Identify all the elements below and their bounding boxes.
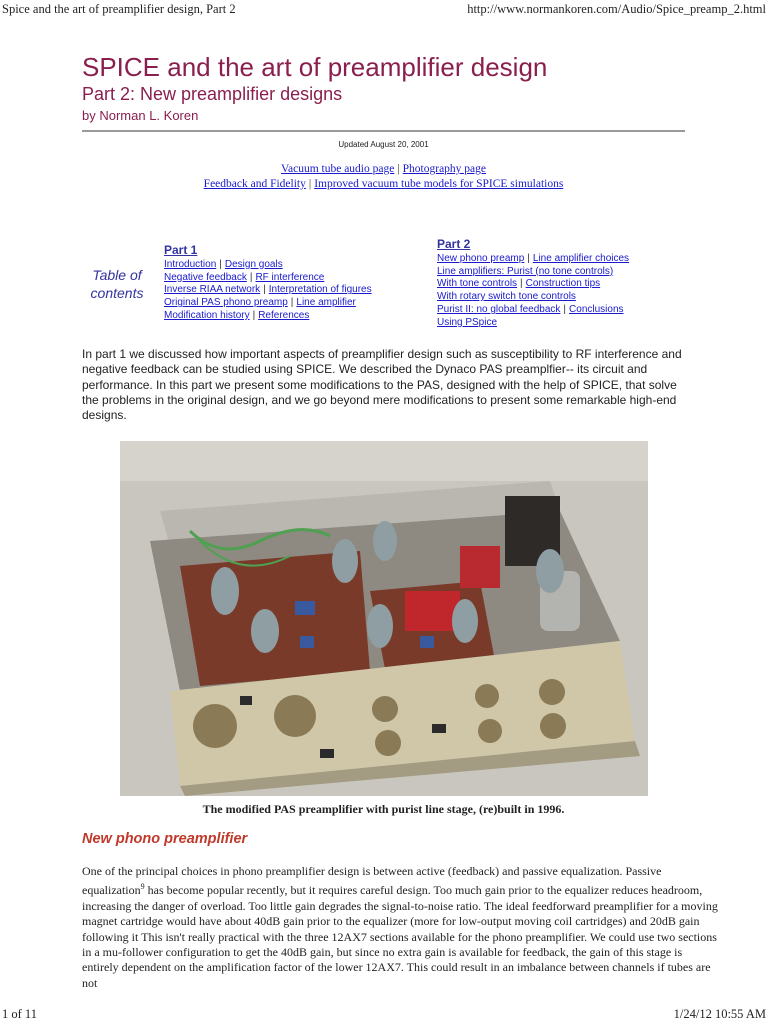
toc-row — [437, 317, 629, 330]
toc-row — [437, 253, 629, 266]
intro-paragraph — [82, 347, 692, 423]
toc-link-construction-tips[interactable]: Construction tips — [525, 278, 601, 290]
toc-separator: | — [252, 309, 256, 321]
updated-date: Updated August 20, 2001 — [338, 140, 429, 149]
toc-row — [437, 266, 629, 279]
section-text-part2: has become popular recently, but it requires careful design. Too much gain prior to the equalizer reduces headroom, increasing the danger of overload. Too little gain degrades the signal-to-noise ratio. The ideal feedforward preamplifier for a moving magnet cartridge would have about 40dB gain prior to the equalizer (more for low-output moving coil cartridges) and 20dB gain following it This isn't really practical with the three 12AX7 sections available for the phono preamplifier. We could use two sections in a mu-follower configuration to get the 40dB gain, but since no extra gain is available for feedback, the gain of this stage is entirely dependent on the amplification factor of the lower 12AX7. This could result in an imbalance between channels if tubes are not — [82, 883, 718, 990]
toc-link-conclusions[interactable]: Conclusions — [569, 303, 624, 315]
toc-part2 — [437, 238, 629, 330]
toc-link-using-pspice[interactable]: Using PSpice — [437, 316, 498, 328]
toc-row — [164, 297, 372, 310]
toc-link-new-phono-preamp[interactable]: New phono preamp — [437, 252, 525, 264]
toc-label: Table of contents — [90, 267, 144, 301]
toc-link-design-goals[interactable]: Design goals — [224, 258, 283, 270]
print-header-url: http://www.normankoren.com/Audio/Spice_preamp_2.html — [467, 2, 766, 16]
feedback-fidelity-link[interactable]: Feedback and Fidelity — [203, 178, 306, 190]
section-heading: New phono preamplifier — [82, 831, 248, 847]
preamplifier-photo — [120, 441, 648, 796]
vacuum-tube-audio-link[interactable]: Vacuum tube audio page — [280, 163, 395, 175]
toc-link-original-pas[interactable]: Original PAS phono preamp — [164, 297, 288, 309]
toc-separator: | — [263, 284, 266, 296]
toc-row — [164, 284, 372, 297]
toc-row — [437, 291, 629, 304]
toc-link-purist-ii[interactable]: Purist II: no global feedback — [437, 303, 561, 315]
print-header-title: Spice and the art of preamplifier design, Part 2 — [2, 2, 236, 16]
toc-row — [437, 278, 629, 291]
toc-row — [164, 272, 372, 285]
nav-separator: | — [308, 178, 312, 190]
nav-row-1 — [82, 163, 685, 175]
toc-separator: | — [563, 303, 567, 315]
toc-link-modification-history[interactable]: Modification history — [164, 309, 250, 321]
print-footer-page: 1 of 11 — [2, 1007, 37, 1021]
toc-row — [164, 310, 372, 323]
section-paragraph — [82, 864, 718, 991]
toc-separator: | — [219, 258, 222, 270]
toc-link-purist-line-amps[interactable]: Line amplifiers: Purist (no tone controls) — [437, 265, 614, 277]
toc-row — [164, 259, 372, 272]
title-rule — [82, 130, 685, 132]
intro-text: In part 1 we discussed how important aspects of preamplifier design such as susceptibility to RF interference and negative feedback can be studied using SPICE. We described the Dynaco PAS preamplfier-- its circuit and performance. In this part we present some modifications to the PAS, designed with the help of SPICE, that solve the problems in the original design, and we go beyond mere modifications to present some remarkable high-end designs. — [82, 347, 682, 423]
nav-separator: | — [397, 163, 400, 175]
page-title: SPICE and the art of preamplifier design — [82, 52, 548, 82]
toc-link-references[interactable]: References — [258, 309, 310, 321]
toc-link-rotary-switch[interactable]: With rotary switch tone controls — [437, 291, 576, 303]
toc-part1 — [164, 244, 372, 323]
toc-row — [437, 304, 629, 317]
byline: by Norman L. Koren — [82, 108, 199, 123]
toc-link-line-amplifier[interactable]: Line amplifier — [296, 297, 356, 309]
toc-part1-heading[interactable]: Part 1 — [164, 243, 198, 257]
toc-link-line-amp-choices[interactable]: Line amplifier choices — [532, 252, 630, 264]
photography-link[interactable]: Photography page — [402, 163, 487, 175]
print-footer-date: 1/24/12 10:55 AM — [673, 1007, 766, 1021]
section-text-part1: One of the principal choices in phono preamplifier design is between active (feedback) and passive equalization. Passive equalization — [82, 864, 662, 898]
footnote-ref[interactable]: 9 — [140, 882, 145, 892]
nav-row-2 — [82, 178, 685, 190]
toc-link-with-tone-controls[interactable]: With tone controls — [437, 278, 518, 290]
toc-separator: | — [520, 278, 523, 290]
toc-link-introduction[interactable]: Introduction — [164, 258, 217, 270]
tube-models-link[interactable]: Improved vacuum tube models for SPICE simulations — [314, 178, 564, 190]
toc-separator: | — [249, 271, 253, 283]
toc-link-inverse-riaa[interactable]: Inverse RIAA network — [164, 284, 261, 296]
photo-caption: The modified PAS preamplifier with purist line stage, (re)built in 1996. — [202, 802, 565, 816]
toc-separator: | — [527, 252, 530, 264]
toc-separator: | — [290, 297, 294, 309]
toc-part2-heading[interactable]: Part 2 — [437, 237, 471, 251]
section-body — [82, 864, 718, 991]
toc-link-interpretation[interactable]: Interpretation of figures — [268, 284, 372, 296]
page-subtitle: Part 2: New preamplifier designs — [82, 84, 343, 104]
toc-link-negative-feedback[interactable]: Negative feedback — [164, 271, 247, 283]
toc-link-rf-interference[interactable]: RF interference — [255, 271, 325, 283]
